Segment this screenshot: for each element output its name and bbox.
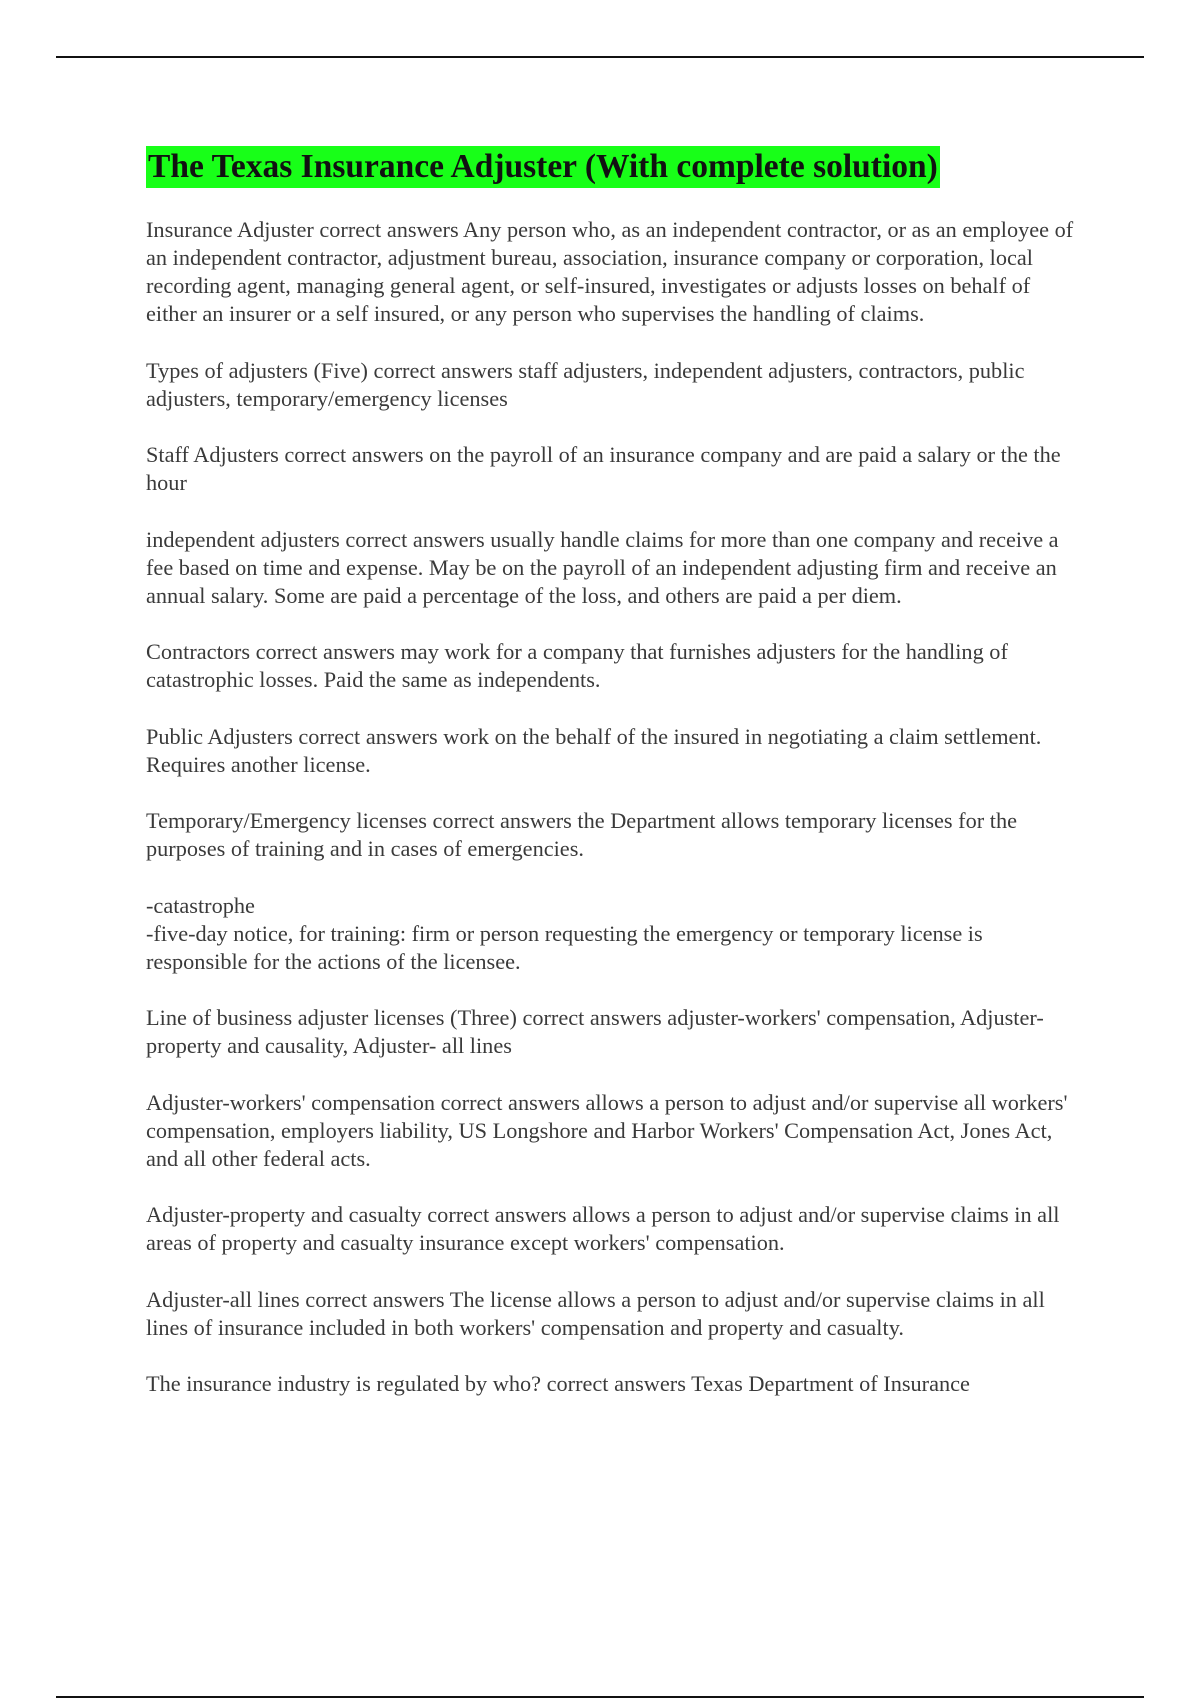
paragraph-contractors: Contractors correct answers may work for a company that furnishes adjusters for the handling of catastrophic losses. Paid the same as independents. <box>146 639 1008 692</box>
paragraph-regulated-by: The insurance industry is regulated by who? correct answers Texas Department of Insurance <box>146 1371 970 1396</box>
paragraph-adjuster-workers-compensation: Adjuster-workers' compensation correct answers allows a person to adjust and/or supervise all workers' compensation, employers liability, US Longshore and Harbor Workers' Compensation Act, Jones Act, and all other federal acts. <box>146 1089 1068 1171</box>
paragraph-types-of-adjusters: Types of adjusters (Five) correct answers staff adjusters, independent adjusters, contractors, public adjusters, temporary/emergency licenses <box>146 357 1025 411</box>
paragraph-staff-adjusters: Staff Adjusters correct answers on the payroll of an insurance company and are paid a salary or the the hour <box>146 442 1061 495</box>
list-item-catastrophe: -catastrophe <box>146 892 255 918</box>
document-title: The Texas Insurance Adjuster (With complete solution) <box>146 146 940 188</box>
document-body <box>146 146 1086 1398</box>
bottom-rule <box>56 1696 1144 1698</box>
paragraph-line-of-business-licenses: Line of business adjuster licenses (Three) correct answers adjuster-workers' compensation, Adjuster-property and causality, Adjuster- all lines <box>146 1005 1044 1058</box>
paragraph-temporary-emergency-licenses: Temporary/Emergency licenses correct answers the Department allows temporary licenses for the purposes of training and in cases of emergencies. <box>146 808 1017 861</box>
paragraph-insurance-adjuster: Insurance Adjuster correct answers Any person who, as an independent contractor, or as an employee of an independent contractor, adjustment bureau, association, insurance company or corporation, local recording agent, managing general agent, or self-insured, investigates or adjusts losses on behalf of either an insurer or a self insured, or any person who supervises the handling of claims. <box>146 217 1074 326</box>
top-rule <box>56 56 1144 58</box>
list-block <box>146 892 1086 976</box>
paragraph-public-adjusters: Public Adjusters correct answers work on the behalf of the insured in negotiating a claim settlement. Requires another license. <box>146 723 1042 777</box>
paragraph-adjuster-all-lines: Adjuster-all lines correct answers The license allows a person to adjust and/or supervise claims in all lines of insurance included in both workers' compensation and property and casualty. <box>146 1286 1045 1340</box>
paragraph-independent-adjusters: independent adjusters correct answers usually handle claims for more than one company and receive a fee based on time and expense. May be on the payroll of an independent adjusting firm and receive an annual salary. Some are paid a percentage of the loss, and others are paid a per diem. <box>146 526 1059 608</box>
list-item-five-day-notice: -five-day notice, for training: firm or person requesting the emergency or temporary license is responsible for the actions of the licensee. <box>146 920 983 974</box>
paragraph-adjuster-property-casualty: Adjuster-property and casualty correct answers allows a person to adjust and/or supervise claims in all areas of property and casualty insurance except workers' compensation. <box>146 1202 1060 1255</box>
